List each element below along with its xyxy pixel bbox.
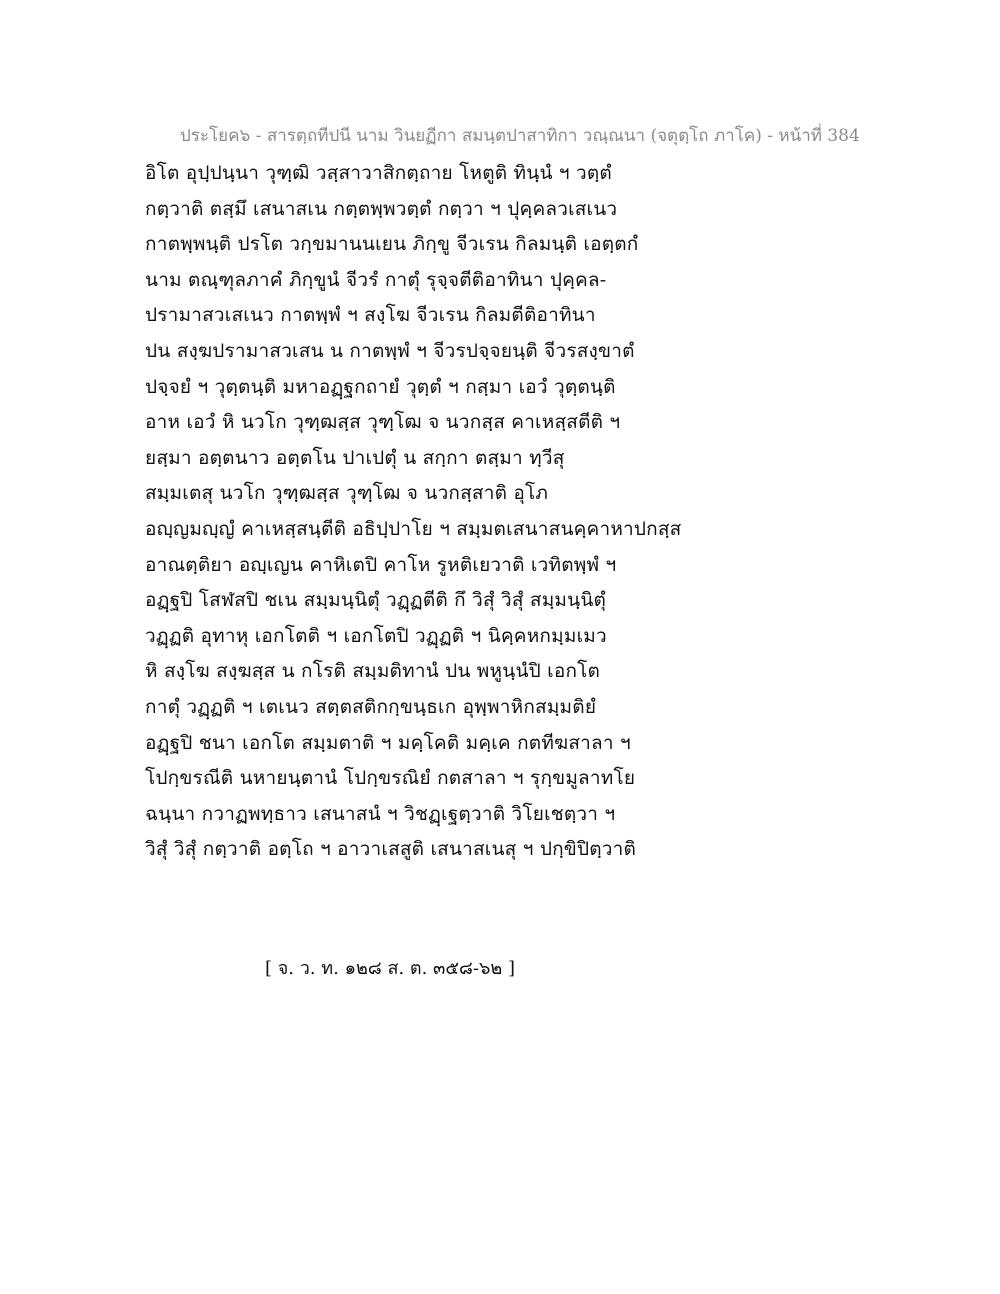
body-text: [145, 156, 865, 868]
text-line: ปรามาสวเสเนว กาตพฺพํ ฯ สงฺโฆ จีวเรน กิลมตีติอาทินา: [145, 304, 596, 327]
text-line: หิ สงฺโฆ สงฺฆสฺส น กโรติ สมฺมติทานํ ปน พหูนฺนํปิ เอกโต: [145, 660, 601, 683]
text-line: กตฺวาติ ตสฺมึ เสนาสเน กตฺตพฺพวตฺตํ กตฺวา ฯ ปุคฺคลวเสเนว: [145, 197, 618, 220]
text-line: กาตุํ วฏฺฏติ ฯ เตเนว สตฺตสติกกฺขนฺธเก อุพฺพาหิกสมฺมติยํ: [145, 695, 597, 718]
text-line: ปน สงฺฆปรามาสวเสน น กาตพฺพํ ฯ จีวรปจฺจยนฺติ จีวรสงฺขาตํ: [145, 339, 635, 362]
text-line: ยสฺมา อตฺตนาว อตฺตโน ปาเปตุํ น สกฺกา ตสฺมา ทฺวีสุ: [145, 446, 565, 469]
text-line: วฏฺฏติ อุทาหุ เอกโตติ ฯ เอกโตปิ วฏฺฏติ ฯ นิคฺคหกมฺมเมว: [145, 624, 607, 647]
text-line: โปกฺขรณีติ นหายนฺตานํ โปกฺขรณิยํ กตสาลา ฯ รุกฺขมูลาทโย: [145, 767, 636, 790]
text-line: วิสุํ วิสุํ กตฺวาติ อตฺโถ ฯ อาวาเสสูติ เสนาสเนสุ ฯ ปกฺขิปิตฺวาติ: [145, 838, 637, 861]
source-reference: [ จ. ว. ท. ๑๒๘ ส. ต. ๓๕๘-๖๒ ]: [265, 958, 515, 979]
text-line: อฏฺฐปิ โสฬสปิ ชเน สมฺมนฺนิตุํ วฏฺฏตีติ กึ วิสุํ วิสุํ สมฺมนฺนิตุํ: [145, 589, 607, 612]
text-line: กาตพฺพนฺติ ปรโต วกฺขมานนเยน ภิกฺขู จีวเรน กิลมนฺติ เอตฺตกํ: [145, 233, 639, 256]
text-line: อฏฺฐปิ ชนา เอกโต สมฺมตาติ ฯ มคฺโคติ มคฺเค กตทีฆสาลา ฯ: [145, 731, 631, 754]
running-header: ประโยค๖ - สารตฺถทีปนี นาม วินยฏีกา สมนฺตปาสาทิกา วณฺณนา (จตุตฺโถ ภาโค) - หน้าที่ 384: [180, 126, 860, 146]
text-line: ฉนฺนา กวาฏพทฺธาว เสนาสนํ ฯ วิชฏฺเฐตฺวาติ วิโยเชตฺวา ฯ: [145, 802, 616, 825]
text-line: อิโต อุปฺปนฺนา วุฑฺฒิ วสฺสาวาสิกตฺถาย โหตูติ ทินฺนํ ฯ วตฺตํ: [145, 162, 612, 184]
text-line: อาห เอวํ หิ นวโก วุฑฺฒสฺส วุฑฺโฒ จ นวกสฺส คาเหสฺสตีติ ฯ: [145, 411, 621, 434]
text-line: สมฺมเตสุ นวโก วุฑฺฒสฺส วุฑฺโฒ จ นวกสฺสาติ อุโภ: [145, 482, 549, 505]
text-line: อญฺญมญฺญํ คาเหสฺสนฺตีติ อธิปฺปาโย ฯ สมฺมตเสนาสนคฺคาหาปกสฺส: [145, 517, 682, 540]
text-line: ปจฺจยํ ฯ วุตฺตนฺติ มหาอฏฺฐกถายํ วุตฺตํ ฯ กสฺมา เอวํ วุตฺตนฺติ: [145, 375, 616, 398]
text-line: นาม ตณฺฑุลภาคํ ภิกฺขูนํ จีวรํ กาตุํ รุจฺจตีติอาทินา ปุคฺคล-: [145, 268, 607, 291]
text-line: อาณตฺติยา อญฺเญน คาหิเตปิ คาโห รูหติเยวาติ เวทิตพฺพํ ฯ: [145, 553, 617, 576]
